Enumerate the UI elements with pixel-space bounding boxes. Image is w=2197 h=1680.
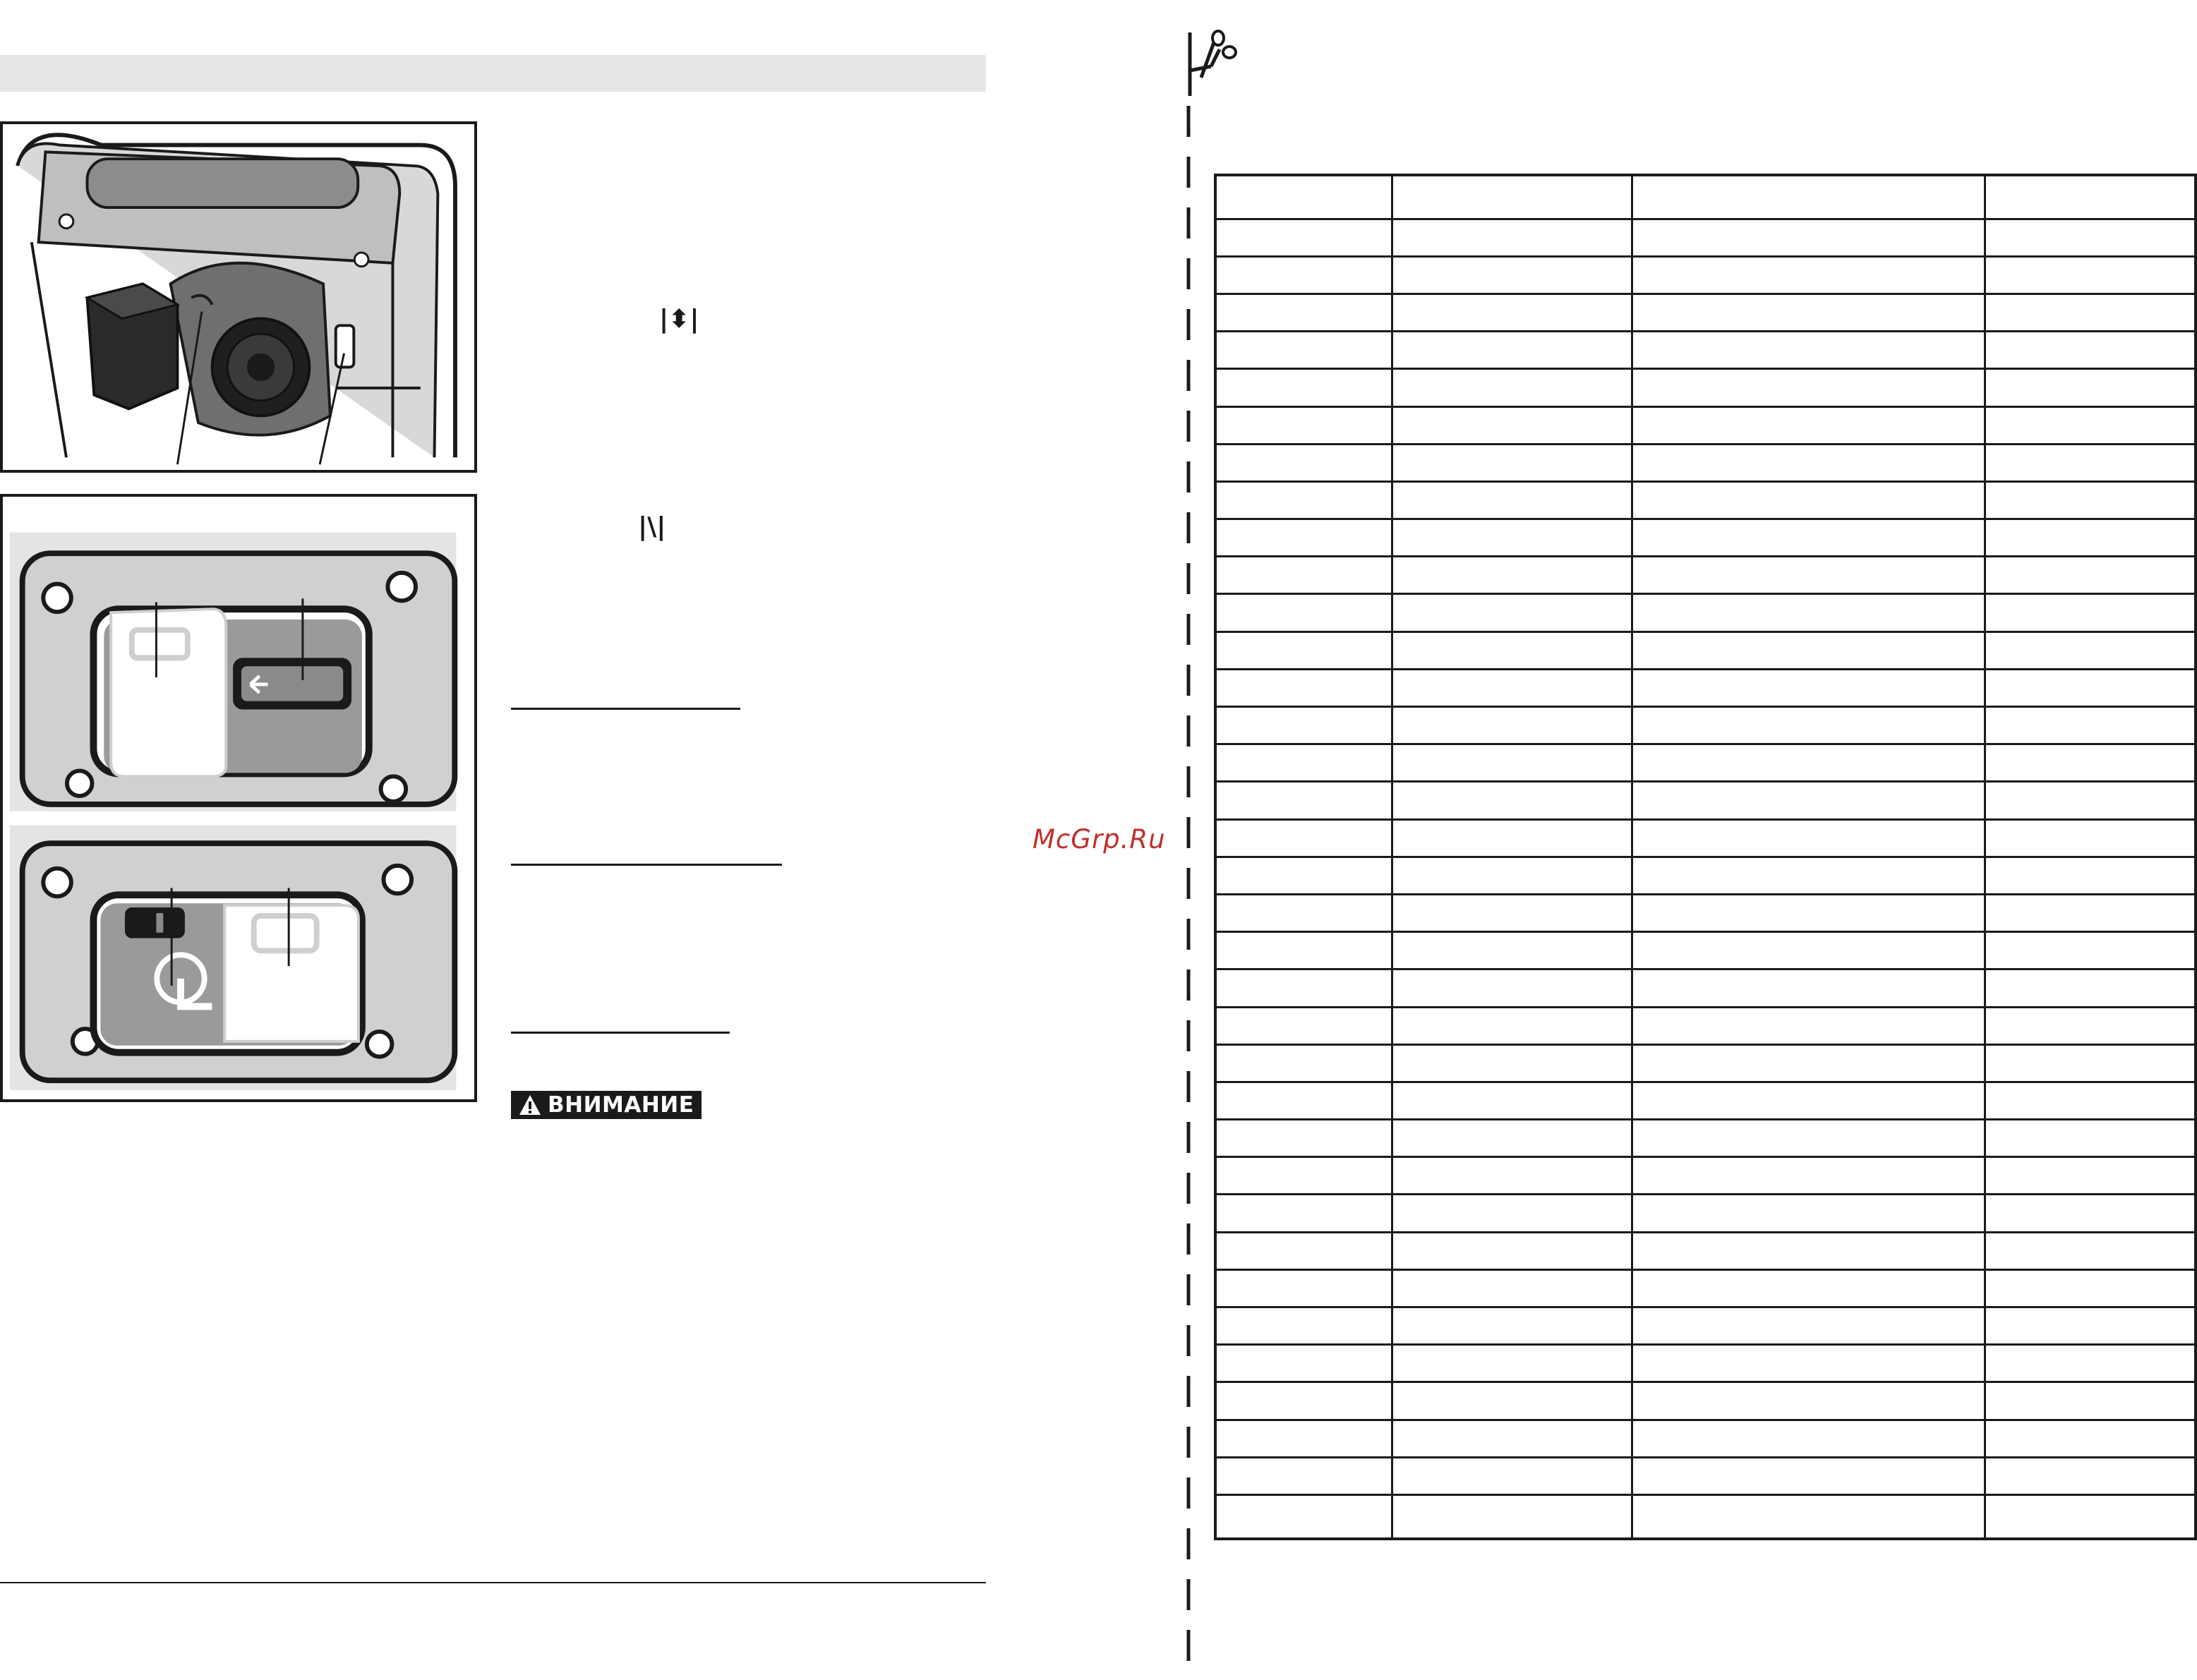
table-cell bbox=[1392, 1307, 1632, 1345]
table-cell bbox=[1632, 594, 1985, 631]
table-cell bbox=[1985, 175, 2196, 219]
table-row bbox=[1215, 1457, 2196, 1494]
service-log-grid bbox=[1214, 174, 2197, 1540]
table-cell bbox=[1215, 819, 1392, 857]
section-rule bbox=[511, 1032, 730, 1034]
table-cell bbox=[1985, 1457, 2196, 1494]
dashed-cut-line bbox=[1186, 0, 1191, 1680]
table-cell bbox=[1392, 294, 1632, 331]
table-row bbox=[1215, 744, 2196, 782]
table-cell bbox=[1392, 1120, 1632, 1157]
table-cell bbox=[1632, 256, 1985, 294]
control-panel-illustration bbox=[3, 497, 474, 1099]
table-cell bbox=[1215, 932, 1392, 969]
table-cell bbox=[1215, 481, 1392, 519]
table-cell bbox=[1215, 219, 1392, 256]
table-cell bbox=[1215, 1007, 1392, 1044]
table-cell bbox=[1215, 744, 1392, 782]
table-cell bbox=[1215, 782, 1392, 819]
table-cell bbox=[1392, 894, 1632, 931]
table-cell bbox=[1985, 932, 2196, 969]
table-cell bbox=[1632, 1420, 1985, 1457]
table-cell bbox=[1215, 669, 1392, 706]
table-row bbox=[1215, 669, 2196, 706]
table-cell bbox=[1985, 857, 2196, 894]
table-cell bbox=[1215, 1382, 1392, 1420]
table-cell bbox=[1392, 256, 1632, 294]
table-cell bbox=[1985, 481, 2196, 519]
table-row bbox=[1215, 1345, 2196, 1382]
watermark-text: McGrp.Ru bbox=[1033, 824, 1166, 854]
table-cell bbox=[1215, 969, 1392, 1007]
engine-illustration bbox=[3, 124, 474, 470]
table-cell bbox=[1392, 1007, 1632, 1044]
table-cell bbox=[1215, 557, 1392, 594]
table-cell bbox=[1215, 294, 1392, 331]
table-cell bbox=[1392, 481, 1632, 519]
table-cell bbox=[1632, 819, 1985, 857]
table-cell bbox=[1985, 1232, 2196, 1269]
table-cell bbox=[1985, 519, 2196, 557]
table-cell bbox=[1632, 744, 1985, 782]
table-cell bbox=[1215, 369, 1392, 406]
table-cell bbox=[1215, 256, 1392, 294]
table-row bbox=[1215, 1420, 2196, 1457]
section-header-bar bbox=[0, 55, 986, 92]
table-row bbox=[1215, 1494, 2196, 1539]
table-row bbox=[1215, 175, 2196, 219]
table-row bbox=[1215, 519, 2196, 557]
table-cell bbox=[1632, 481, 1985, 519]
table-cell bbox=[1985, 1007, 2196, 1044]
table-cell bbox=[1392, 1269, 1632, 1307]
table-cell bbox=[1985, 1082, 2196, 1119]
table-cell bbox=[1632, 444, 1985, 481]
table-cell bbox=[1632, 294, 1985, 331]
table-cell bbox=[1985, 1345, 2196, 1382]
table-cell bbox=[1632, 932, 1985, 969]
table-cell bbox=[1215, 406, 1392, 444]
figure-engine-illustration bbox=[0, 121, 477, 473]
table-cell bbox=[1392, 857, 1632, 894]
table-cell bbox=[1392, 1044, 1632, 1082]
table-row bbox=[1215, 1307, 2196, 1345]
table-row bbox=[1215, 481, 2196, 519]
table-cell bbox=[1985, 294, 2196, 331]
table-cell bbox=[1632, 1494, 1985, 1539]
table-cell bbox=[1985, 557, 2196, 594]
table-row bbox=[1215, 1157, 2196, 1195]
table-cell bbox=[1985, 669, 2196, 706]
table-cell bbox=[1392, 669, 1632, 706]
table-cell bbox=[1215, 519, 1392, 557]
table-cell bbox=[1215, 1494, 1392, 1539]
table-cell bbox=[1215, 1044, 1392, 1082]
scissors-icon bbox=[1183, 28, 1239, 96]
table-row bbox=[1215, 594, 2196, 631]
table-row bbox=[1215, 369, 2196, 406]
section-rule bbox=[511, 708, 740, 710]
table-cell bbox=[1985, 219, 2196, 256]
table-cell bbox=[1215, 1307, 1392, 1345]
table-cell bbox=[1215, 1082, 1392, 1119]
table-cell bbox=[1215, 1345, 1392, 1382]
table-cell bbox=[1392, 444, 1632, 481]
table-cell bbox=[1985, 744, 2196, 782]
table-cell bbox=[1215, 1420, 1392, 1457]
table-cell bbox=[1985, 782, 2196, 819]
table-cell bbox=[1632, 857, 1985, 894]
table-cell bbox=[1215, 1120, 1392, 1157]
table-row bbox=[1215, 557, 2196, 594]
table-cell bbox=[1632, 969, 1985, 1007]
table-cell bbox=[1215, 175, 1392, 219]
table-cell bbox=[1392, 969, 1632, 1007]
table-cell bbox=[1985, 1382, 2196, 1420]
warning-label: ВНИМАНИЕ bbox=[548, 1092, 694, 1118]
table-cell bbox=[1215, 1457, 1392, 1494]
table-cell bbox=[1392, 744, 1632, 782]
table-cell bbox=[1392, 175, 1632, 219]
page-bottom-rule bbox=[0, 1582, 986, 1583]
table-cell bbox=[1392, 782, 1632, 819]
table-cell bbox=[1632, 894, 1985, 931]
table-cell bbox=[1392, 1082, 1632, 1119]
table-cell bbox=[1632, 1345, 1985, 1382]
table-cell bbox=[1985, 631, 2196, 669]
table-row bbox=[1215, 857, 2196, 894]
table-cell bbox=[1632, 1007, 1985, 1044]
table-row bbox=[1215, 219, 2196, 256]
warning-triangle-icon bbox=[518, 1094, 542, 1116]
table-cell bbox=[1392, 557, 1632, 594]
table-row bbox=[1215, 631, 2196, 669]
table-cell bbox=[1985, 1195, 2196, 1232]
table-cell bbox=[1392, 219, 1632, 256]
table-cell bbox=[1985, 256, 2196, 294]
table-row bbox=[1215, 1232, 2196, 1269]
table-cell bbox=[1632, 707, 1985, 744]
table-cell bbox=[1985, 406, 2196, 444]
table-cell bbox=[1392, 1232, 1632, 1269]
table-cell bbox=[1392, 1157, 1632, 1195]
table-cell bbox=[1392, 707, 1632, 744]
table-cell bbox=[1392, 631, 1632, 669]
table-row bbox=[1215, 707, 2196, 744]
table-cell bbox=[1985, 969, 2196, 1007]
table-cell bbox=[1985, 819, 2196, 857]
table-cell bbox=[1632, 1382, 1985, 1420]
table-cell bbox=[1985, 707, 2196, 744]
table-row bbox=[1215, 1007, 2196, 1044]
table-cell bbox=[1215, 857, 1392, 894]
table-row bbox=[1215, 819, 2196, 857]
table-row bbox=[1215, 1195, 2196, 1232]
table-cell bbox=[1215, 444, 1392, 481]
table-cell bbox=[1632, 1082, 1985, 1119]
table-cell bbox=[1985, 1307, 2196, 1345]
table-row bbox=[1215, 1382, 2196, 1420]
table-cell bbox=[1392, 1457, 1632, 1494]
table-cell bbox=[1985, 1494, 2196, 1539]
table-cell bbox=[1215, 1232, 1392, 1269]
service-log-table bbox=[1214, 174, 2197, 1540]
figure-control-panel-illustration bbox=[0, 494, 477, 1102]
table-cell bbox=[1632, 1157, 1985, 1195]
table-cell bbox=[1392, 932, 1632, 969]
table-cell bbox=[1632, 1195, 1985, 1232]
table-row bbox=[1215, 969, 2196, 1007]
table-cell bbox=[1632, 669, 1985, 706]
table-cell bbox=[1632, 631, 1985, 669]
table-cell bbox=[1392, 1345, 1632, 1382]
table-cell bbox=[1632, 519, 1985, 557]
section-rule bbox=[511, 864, 782, 866]
table-cell bbox=[1215, 631, 1392, 669]
table-cell bbox=[1392, 519, 1632, 557]
table-cell bbox=[1632, 332, 1985, 369]
table-cell bbox=[1632, 1457, 1985, 1494]
table-row bbox=[1215, 1120, 2196, 1157]
table-cell bbox=[1632, 1307, 1985, 1345]
table-cell bbox=[1632, 406, 1985, 444]
table-cell bbox=[1985, 1157, 2196, 1195]
table-cell bbox=[1392, 369, 1632, 406]
table-cell bbox=[1632, 1120, 1985, 1157]
table-row bbox=[1215, 1044, 2196, 1082]
table-cell bbox=[1215, 1157, 1392, 1195]
table-row bbox=[1215, 406, 2196, 444]
table-cell bbox=[1985, 894, 2196, 931]
table-cell bbox=[1392, 1195, 1632, 1232]
table-cell bbox=[1985, 1420, 2196, 1457]
table-cell bbox=[1985, 1044, 2196, 1082]
table-cell bbox=[1985, 1269, 2196, 1307]
table-cell bbox=[1392, 332, 1632, 369]
table-cell bbox=[1985, 444, 2196, 481]
table-cell bbox=[1985, 332, 2196, 369]
table-cell bbox=[1632, 369, 1985, 406]
table-cell bbox=[1215, 707, 1392, 744]
table-cell bbox=[1215, 1195, 1392, 1232]
choke-off-symbol: |\| bbox=[638, 512, 666, 541]
choke-on-symbol: |⬍| bbox=[659, 305, 699, 334]
table-cell bbox=[1392, 819, 1632, 857]
table-cell bbox=[1392, 1382, 1632, 1420]
table-cell bbox=[1985, 1120, 2196, 1157]
table-cell bbox=[1215, 1269, 1392, 1307]
table-cell bbox=[1632, 1044, 1985, 1082]
table-row bbox=[1215, 1269, 2196, 1307]
table-row bbox=[1215, 256, 2196, 294]
table-cell bbox=[1392, 1494, 1632, 1539]
table-row bbox=[1215, 894, 2196, 931]
table-cell bbox=[1632, 219, 1985, 256]
table-cell bbox=[1632, 782, 1985, 819]
table-cell bbox=[1392, 594, 1632, 631]
table-cell bbox=[1632, 557, 1985, 594]
table-cell bbox=[1985, 369, 2196, 406]
table-cell bbox=[1392, 406, 1632, 444]
table-row bbox=[1215, 444, 2196, 481]
table-cell bbox=[1632, 1269, 1985, 1307]
table-cell bbox=[1215, 894, 1392, 931]
table-cell bbox=[1632, 175, 1985, 219]
table-cell bbox=[1215, 332, 1392, 369]
table-cell bbox=[1392, 1420, 1632, 1457]
table-row bbox=[1215, 932, 2196, 969]
table-cell bbox=[1215, 594, 1392, 631]
table-cell bbox=[1632, 1232, 1985, 1269]
table-row bbox=[1215, 782, 2196, 819]
table-cell bbox=[1985, 594, 2196, 631]
table-row bbox=[1215, 332, 2196, 369]
warning-badge bbox=[511, 1091, 702, 1119]
table-row bbox=[1215, 1082, 2196, 1119]
table-row bbox=[1215, 294, 2196, 331]
